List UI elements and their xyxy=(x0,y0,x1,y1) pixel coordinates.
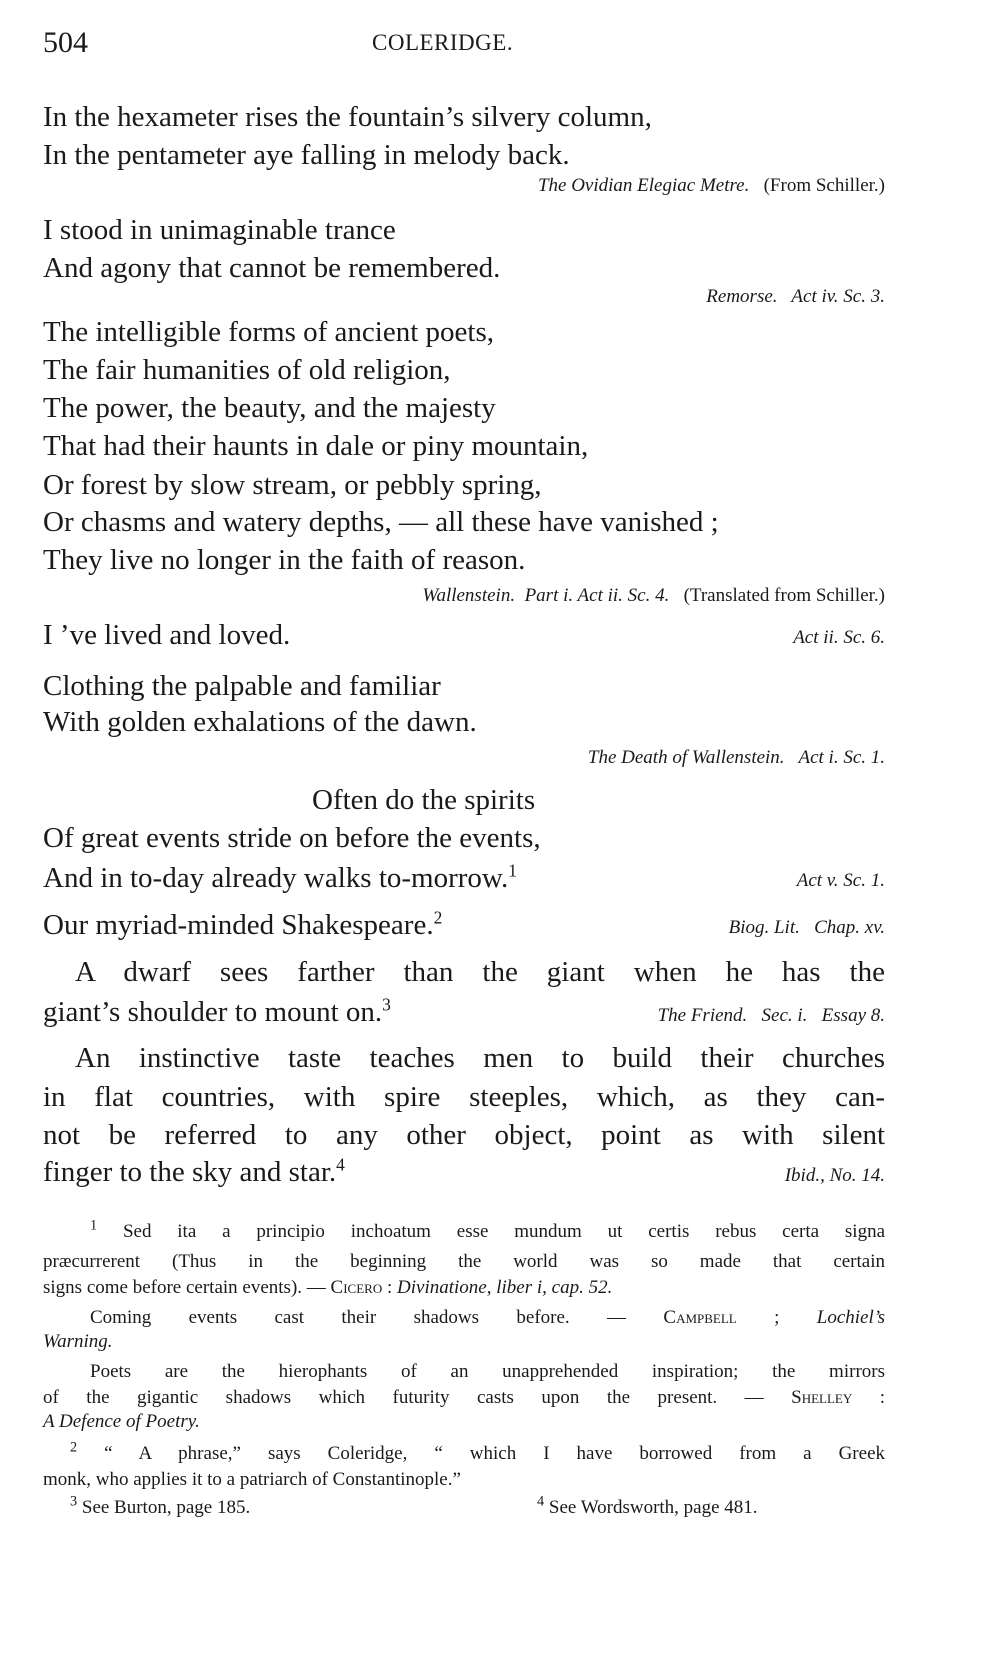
prose-line: in flat countries, with spire steeples, which, as they can- xyxy=(43,1081,885,1113)
prose-line xyxy=(43,995,391,1029)
citation xyxy=(538,174,885,198)
footnote-ref[interactable]: 3 xyxy=(382,994,391,1015)
running-title: COLERIDGE. xyxy=(372,30,514,55)
citation-title: Wallenstein. Part i. Act ii. Sc. 4. xyxy=(422,585,670,606)
verse-text: Our myriad-minded Shakespeare. xyxy=(43,909,434,941)
verse-text: And in to-day already walks to-morrow. xyxy=(43,862,509,894)
footnote-text: signs come before certain events). — xyxy=(43,1277,331,1298)
verse-line: That had their haunts in dale or piny mountain, xyxy=(43,430,589,462)
citation: Ibid., No. 14. xyxy=(784,1165,885,1186)
verse-line: Or forest by slow stream, or pebbly spring, xyxy=(43,469,542,501)
footnote-line xyxy=(70,1439,885,1466)
prose-line: An instinctive taste teaches men to build their churches xyxy=(75,1042,885,1074)
prose-text: giant’s shoulder to mount on. xyxy=(43,996,383,1028)
footnote-line: Poets are the hierophants of an unapprehended inspiration; the mirrors xyxy=(90,1361,885,1382)
footnote-line xyxy=(43,1386,885,1410)
verse-line xyxy=(43,861,517,895)
separator: ; xyxy=(736,1307,817,1328)
footnote-line xyxy=(43,1410,885,1434)
citation: The Death of Wallenstein. Act i. Sc. 1. xyxy=(587,747,885,768)
verse-line: The fair humanities of old religion, xyxy=(43,354,451,386)
citation-note: (From Schiller.) xyxy=(763,175,885,196)
citation xyxy=(422,584,885,608)
prose-line xyxy=(43,1155,345,1189)
footnote-text: Coming events cast their shadows before. — xyxy=(90,1307,664,1328)
footnote-work: A Defence of Poetry. xyxy=(43,1411,200,1432)
citation: Act v. Sc. 1. xyxy=(796,870,885,891)
prose-line: not be referred to any other object, point as with silent xyxy=(43,1119,885,1151)
prose-line: A dwarf sees farther than the giant when he has the xyxy=(75,956,885,988)
verse-line: Or chasms and watery depths, — all these have vanished ; xyxy=(43,506,719,538)
footnote-line xyxy=(537,1493,758,1520)
footnote-mark: 4 xyxy=(537,1493,545,1510)
footnote-author: Shelley xyxy=(791,1387,853,1408)
page-number: 504 xyxy=(43,26,88,59)
footnote-text: See Wordsworth, page 481. xyxy=(548,1497,758,1518)
separator: : xyxy=(852,1387,886,1408)
verse-line: In the hexameter rises the fountain’s silvery column, xyxy=(43,101,652,133)
verse-line: In the pentameter aye falling in melody back. xyxy=(43,139,570,171)
footnote-ref[interactable]: 2 xyxy=(433,907,443,928)
footnote-author: Campbell xyxy=(663,1307,737,1328)
footnote-line: monk, who applies it to a patriarch of Constantinople.” xyxy=(43,1469,461,1490)
footnote-text: See Burton, page 185. xyxy=(81,1497,251,1518)
verse-line: They live no longer in the faith of reason. xyxy=(43,544,526,576)
verse-line: Clothing the palpable and familiar xyxy=(43,670,441,702)
citation-note: (Translated from Schiller.) xyxy=(683,585,885,606)
footnote-line: præcurrerent (Thus in the beginning the world was so made that certain xyxy=(43,1251,885,1272)
footnote-work: Warning. xyxy=(43,1331,113,1352)
footnote-mark: 2 xyxy=(70,1439,78,1456)
verse-line: With golden exhalations of the dawn. xyxy=(43,706,477,738)
footnote-mark: 1 xyxy=(90,1217,98,1234)
verse-line: I ’ve lived and loved. xyxy=(43,619,291,651)
verse-line xyxy=(43,908,442,942)
footnote-mark: 3 xyxy=(70,1493,78,1510)
footnote-text: “ A phrase,” says Coleridge, “ which I have borrowed from a Greek xyxy=(104,1443,885,1464)
verse-line: I stood in unimaginable trance xyxy=(43,214,396,246)
footnote-work: Lochiel’s xyxy=(816,1307,886,1328)
verse-line: The power, the beauty, and the majesty xyxy=(43,392,496,424)
footnote-ref[interactable]: 1 xyxy=(508,860,517,881)
citation: Act ii. Sc. 6. xyxy=(793,627,885,648)
footnote-line xyxy=(43,1276,885,1300)
verse-line: Often do the spirits xyxy=(312,784,536,816)
footnote-work: Divinatione, liber i, cap. 52. xyxy=(397,1277,613,1298)
verse-line: And agony that cannot be remembered. xyxy=(43,252,501,284)
verse-line: Of great events stride on before the events, xyxy=(43,822,541,854)
footnote-line xyxy=(43,1330,885,1354)
footnote-line xyxy=(70,1493,912,1520)
footnote-text: Sed ita a principio inchoatum esse mundum ut certis rebus certa signa xyxy=(122,1221,886,1242)
prose-text: finger to the sky and star. xyxy=(43,1156,337,1188)
footnote-line xyxy=(90,1306,885,1330)
footnote-text: of the gigantic shadows which futurity casts upon the present. — xyxy=(43,1387,792,1408)
footnote-ref[interactable]: 4 xyxy=(336,1154,345,1175)
separator: : xyxy=(382,1277,398,1298)
citation: Remorse. Act iv. Sc. 3. xyxy=(706,286,885,307)
footnote-author: Cicero xyxy=(330,1277,383,1298)
citation-title: The Ovidian Elegiac Metre. xyxy=(537,175,750,196)
footnote-line xyxy=(90,1217,886,1244)
citation: The Friend. Sec. i. Essay 8. xyxy=(657,1005,885,1026)
verse-line: The intelligible forms of ancient poets, xyxy=(43,316,494,348)
citation: Biog. Lit. Chap. xv. xyxy=(728,917,885,938)
